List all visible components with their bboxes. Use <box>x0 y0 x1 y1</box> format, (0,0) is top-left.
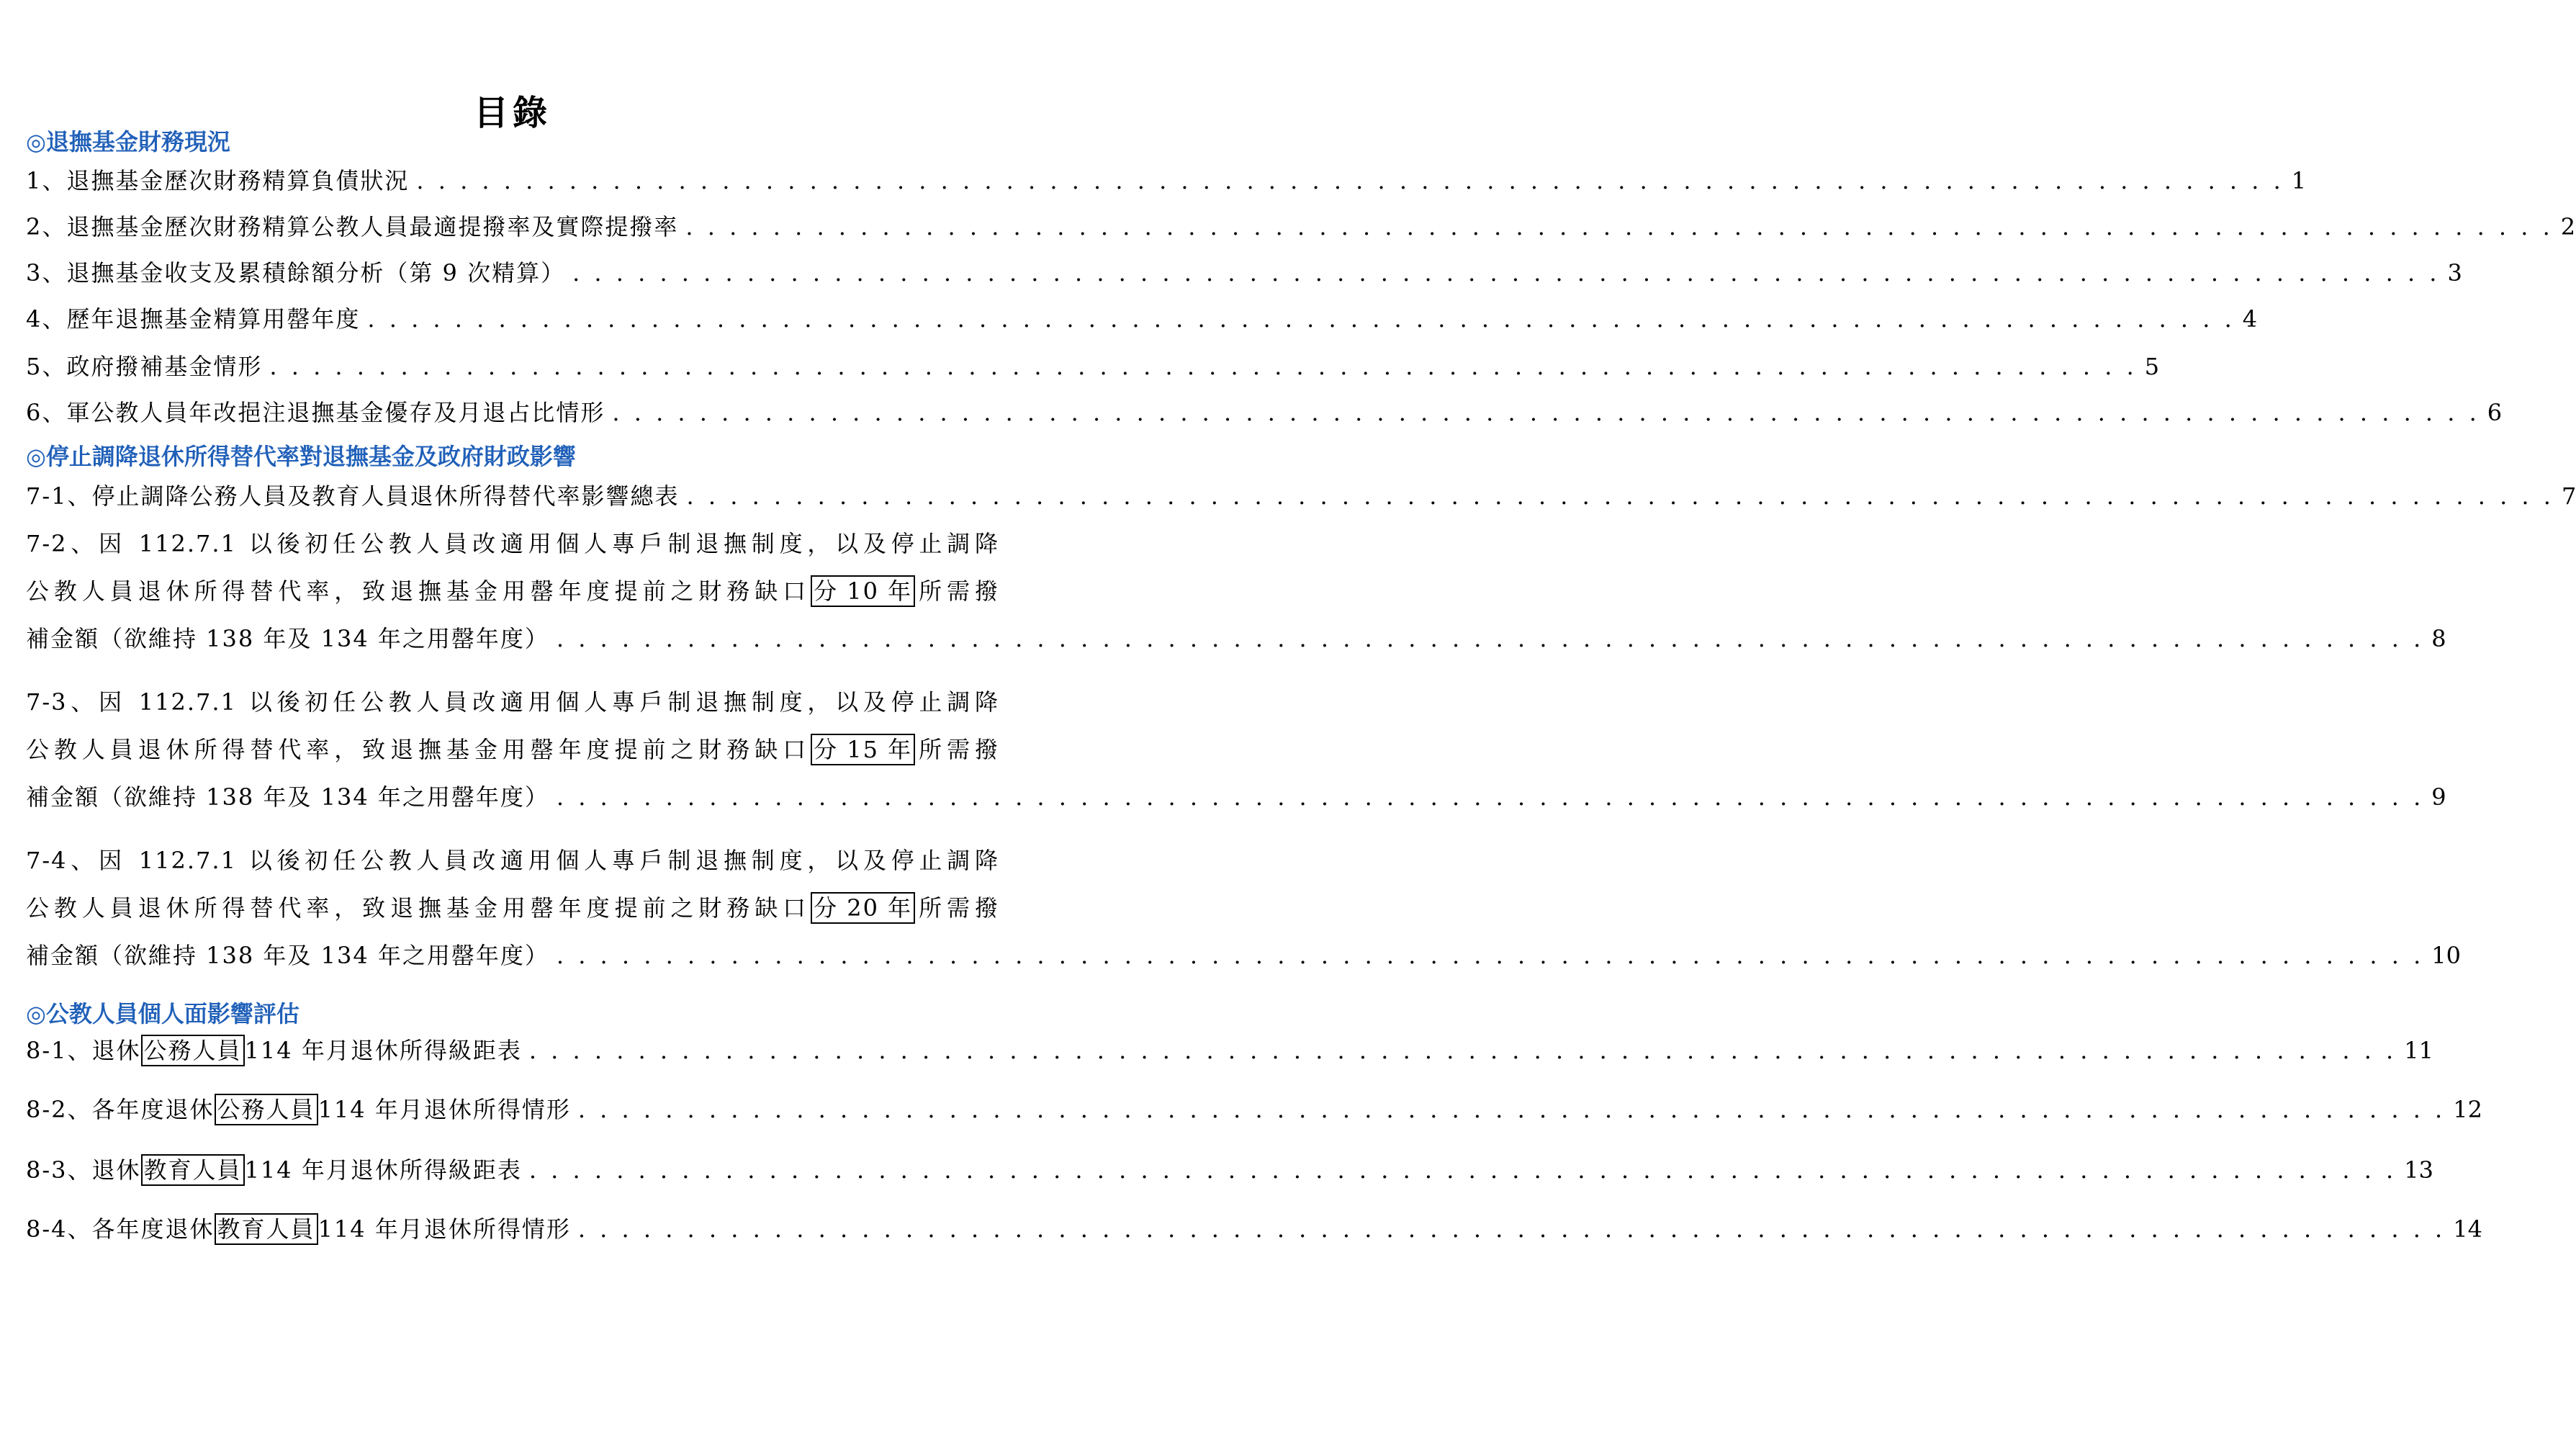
toc-entry[interactable] <box>26 210 2576 243</box>
dot-leader: . . . . . . . . . . . . . . . . . . . . . . . . . . . . . . . . . . . . . . . . . . . . . . . . . . . . . . . . . . . . . . . . . . . . . . . . . . . . . . . . . . . . . . <box>577 1096 2446 1123</box>
dot-leader: . . . . . . . . . . . . . . . . . . . . . . . . . . . . . . . . . . . . . . . . . . . . . . . . . . . . . . . . . . . . . . . . . . . . . . . . . . . . . . . . . . . . . . <box>528 1156 2397 1184</box>
toc-entry-label: 5、政府撥補基金情形 <box>26 353 263 380</box>
toc-entry[interactable] <box>26 350 2160 383</box>
boxed-term: 分 15 年 <box>811 734 915 765</box>
boxed-term: 教育人員 <box>215 1213 318 1245</box>
toc-entry[interactable] <box>26 1093 2482 1126</box>
toc-entry-label: 補金額（欲維持 138 年及 134 年之用罄年度） <box>26 783 549 811</box>
toc-entry[interactable] <box>26 1153 2433 1187</box>
toc-entry-line[interactable] <box>26 575 999 608</box>
dot-leader: . . . . . . . . . . . . . . . . . . . . . . . . . . . . . . . . . . . . . . . . . . . . . . . . . . . . . . . . . . . . . . . . . . . . . . . . . . . . . . . . . . . . . . <box>556 942 2425 969</box>
toc-entry-label <box>26 1034 522 1067</box>
toc-entry-text: 114 年月退休所得情形 <box>318 1096 571 1123</box>
toc-entry[interactable] <box>26 939 2461 972</box>
toc-entry-label: 6、軍公教人員年改挹注退撫基金優存及月退占比情形 <box>26 399 605 426</box>
toc-page-number: 4 <box>2242 305 2258 333</box>
toc-entry-line[interactable]: 7-2、因 112.7.1 以後初任公教人員改適用個人專戶制退撫制度，以及停止調降 <box>26 530 999 557</box>
dot-leader: . . . . . . . . . . . . . . . . . . . . . . . . . . . . . . . . . . . . . . . . . . . . . . . . . . . . . . . . . . . . . . . . . . . . . . . . . . . . . . . . . . . . . . <box>416 167 2284 194</box>
boxed-term: 分 20 年 <box>811 892 915 924</box>
toc-entry-label <box>26 1153 522 1187</box>
section-heading-fund-status: ◎退撫基金財務現況 <box>26 128 230 156</box>
toc-entry-label: 4、歷年退撫基金精算用罄年度 <box>26 305 361 333</box>
section-heading-replacement-rate-impact: ◎停止調降退休所得替代率對退撫基金及政府財政影響 <box>26 443 576 470</box>
toc-page-number: 9 <box>2431 783 2446 811</box>
toc-page-number: 3 <box>2447 259 2462 287</box>
toc-entry-text: 114 年月退休所得級距表 <box>244 1037 522 1064</box>
toc-page-number: 13 <box>2404 1156 2433 1184</box>
toc-entry[interactable] <box>26 256 2462 289</box>
toc-entry-text: 8-1、退休 <box>26 1037 141 1064</box>
toc-entry[interactable] <box>26 302 2258 336</box>
toc-entry[interactable] <box>26 164 2307 197</box>
dot-leader: . . . . . . . . . . . . . . . . . . . . . . . . . . . . . . . . . . . . . . . . . . . . . . . . . . . . . . . . . . . . . . . . . . . . . . . . . . . . . . . . . . . . . . <box>556 625 2425 652</box>
toc-page-number: 10 <box>2431 942 2461 969</box>
toc-entry-label: 補金額（欲維持 138 年及 134 年之用罄年度） <box>26 625 549 652</box>
toc-page-number: 14 <box>2453 1215 2482 1243</box>
toc-entry-label: 7-1、停止調降公務人員及教育人員退休所得替代率影響總表 <box>26 482 680 510</box>
toc-entry-label <box>26 1093 571 1126</box>
toc-entry-label: 補金額（欲維持 138 年及 134 年之用罄年度） <box>26 942 549 969</box>
dot-leader: . . . . . . . . . . . . . . . . . . . . . . . . . . . . . . . . . . . . . . . . . . . . . . . . . . . . . . . . . . . . . . . . . . . . . . . . . . . . . . . . . . . . . . <box>269 353 2138 380</box>
toc-entry-text: 公教人員退休所得替代率，致退撫基金用罄年度提前之財務缺口 <box>26 577 811 605</box>
toc-entry-text: 公教人員退休所得替代率，致退撫基金用罄年度提前之財務缺口 <box>26 736 811 763</box>
toc-entry-text: 8-4、各年度退休 <box>26 1215 215 1243</box>
toc-entry-label: 3、退撫基金收支及累積餘額分析（第 9 次精算） <box>26 259 566 287</box>
toc-entry-text: 114 年月退休所得級距表 <box>244 1156 522 1184</box>
toc-entry-label: 2、退撫基金歷次財務精算公教人員最適提撥率及實際提撥率 <box>26 213 679 240</box>
toc-entry[interactable] <box>26 480 2576 513</box>
toc-entry-text: 8-2、各年度退休 <box>26 1096 215 1123</box>
toc-entry-text: 所需撥 <box>915 894 999 922</box>
toc-entry[interactable] <box>26 622 2446 655</box>
toc-page-number: 5 <box>2144 353 2160 380</box>
toc-page-number: 12 <box>2453 1096 2482 1123</box>
toc-entry[interactable] <box>26 1034 2433 1067</box>
toc-page-number: 8 <box>2431 625 2446 652</box>
toc-entry-line[interactable]: 7-3、因 112.7.1 以後初任公教人員改適用個人專戶制退撫制度，以及停止調降 <box>26 688 999 716</box>
toc-entry-text: 所需撥 <box>915 736 999 763</box>
page-title: 目錄 <box>473 93 551 133</box>
toc-page-number: 7 <box>2561 482 2576 510</box>
toc-page-number: 6 <box>2487 399 2503 426</box>
toc-entry-line[interactable] <box>26 891 999 925</box>
toc-entry-text: 所需撥 <box>915 577 999 605</box>
toc-entry-label <box>26 1213 571 1246</box>
toc-entry-line[interactable]: 7-4、因 112.7.1 以後初任公教人員改適用個人專戶制退撫制度，以及停止調降 <box>26 847 999 874</box>
dot-leader: . . . . . . . . . . . . . . . . . . . . . . . . . . . . . . . . . . . . . . . . . . . . . . . . . . . . . . . . . . . . . . . . . . . . . . . . . . . . . . . . . . . . . . <box>556 783 2425 811</box>
toc-page-number: 1 <box>2291 167 2307 194</box>
toc-page-number: 2 <box>2560 213 2576 240</box>
boxed-term: 公務人員 <box>215 1094 318 1125</box>
dot-leader: . . . . . . . . . . . . . . . . . . . . . . . . . . . . . . . . . . . . . . . . . . . . . . . . . . . . . . . . . . . . . . . . . . . . . . . . . . . . . . . . . . . . . . <box>612 399 2480 426</box>
dot-leader: . . . . . . . . . . . . . . . . . . . . . . . . . . . . . . . . . . . . . . . . . . . . . . . . . . . . . . . . . . . . . . . . . . . . . . . . . . . . . . . . . . . . . . <box>367 305 2235 333</box>
toc-entry[interactable] <box>26 1213 2482 1246</box>
toc-page-number: 11 <box>2404 1037 2433 1064</box>
toc-entry-text: 114 年月退休所得情形 <box>318 1215 571 1243</box>
boxed-term: 公務人員 <box>141 1035 245 1066</box>
boxed-term: 教育人員 <box>141 1154 245 1186</box>
dot-leader: . . . . . . . . . . . . . . . . . . . . . . . . . . . . . . . . . . . . . . . . . . . . . . . . . . . . . . . . . . . . . . . . . . . . . . . . . . . . . . . . . . . . . . <box>577 1215 2446 1243</box>
dot-leader: . . . . . . . . . . . . . . . . . . . . . . . . . . . . . . . . . . . . . . . . . . . . . . . . . . . . . . . . . . . . . . . . . . . . . . . . . . . . . . . . . . . . . . <box>528 1037 2397 1064</box>
toc-entry-line[interactable] <box>26 733 999 766</box>
toc-entry-text: 8-3、退休 <box>26 1156 141 1184</box>
toc-entry-text: 公教人員退休所得替代率，致退撫基金用罄年度提前之財務缺口 <box>26 894 811 922</box>
boxed-term: 分 10 年 <box>811 575 915 607</box>
dot-leader: . . . . . . . . . . . . . . . . . . . . . . . . . . . . . . . . . . . . . . . . . . . . . . . . . . . . . . . . . . . . . . . . . . . . . . . . . . . . . . . . . . . . . . <box>685 213 2554 240</box>
toc-entry[interactable] <box>26 396 2503 429</box>
toc-entry-label: 1、退撫基金歷次財務精算負債狀況 <box>26 167 410 194</box>
dot-leader: . . . . . . . . . . . . . . . . . . . . . . . . . . . . . . . . . . . . . . . . . . . . . . . . . . . . . . . . . . . . . . . . . . . . . . . . . . . . . . . . . . . . . . <box>686 482 2554 510</box>
section-heading-personal-impact: ◎公教人員個人面影響評估 <box>26 1000 300 1027</box>
toc-entry[interactable] <box>26 781 2446 814</box>
dot-leader: . . . . . . . . . . . . . . . . . . . . . . . . . . . . . . . . . . . . . . . . . . . . . . . . . . . . . . . . . . . . . . . . . . . . . . . . . . . . . . . . . . . . . . <box>572 259 2441 287</box>
